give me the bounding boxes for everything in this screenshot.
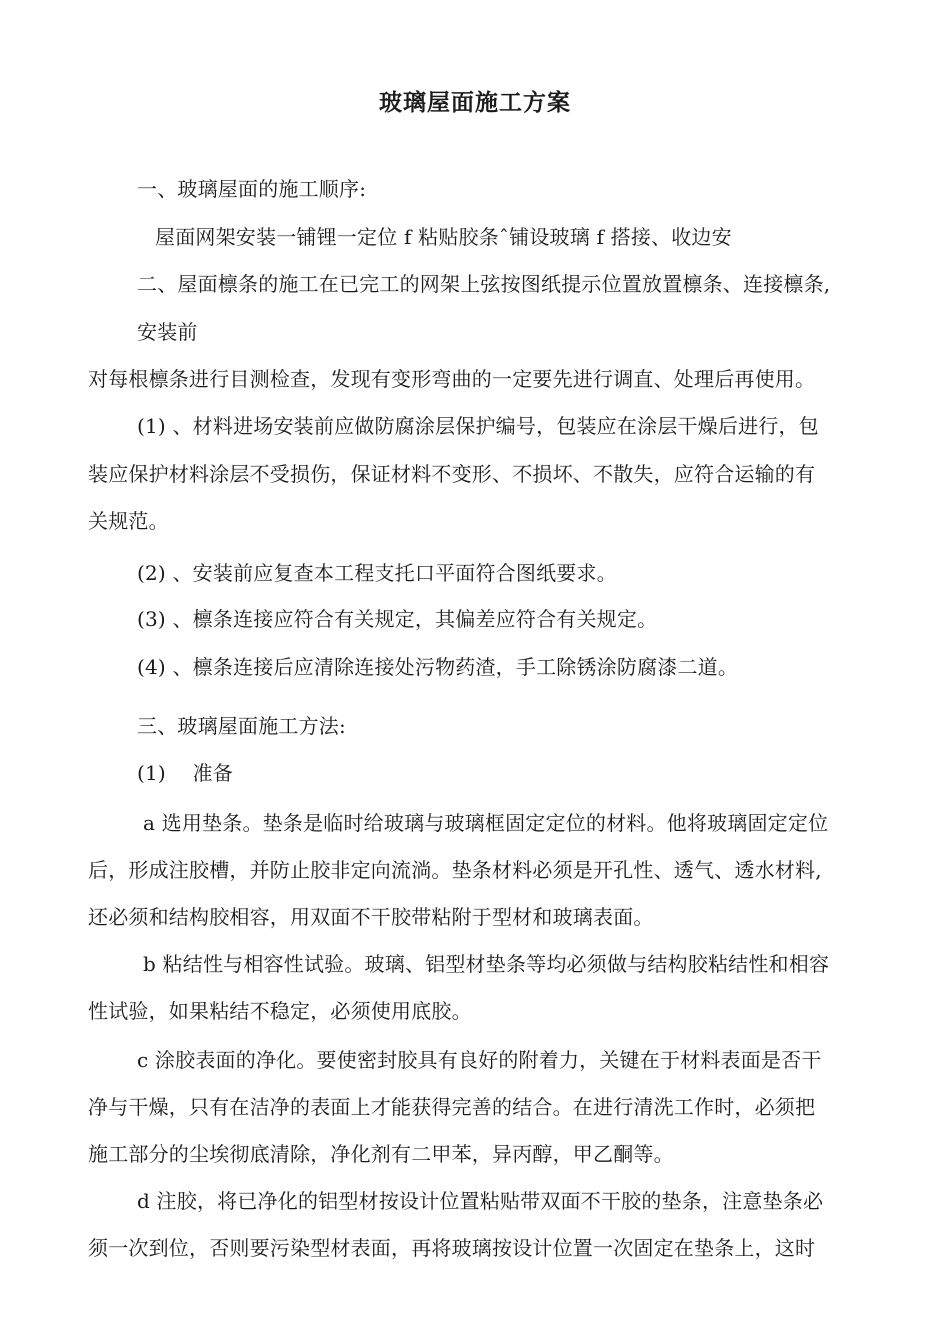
paragraph-a-line: 还必须和结构胶相容，用双面不干胶带粘附于型材和玻璃表面。 <box>88 905 654 929</box>
paragraph-a-line: a 选用垫条。垫条是临时给玻璃与玻璃框固定定位的材料。他将玻璃固定定位 <box>143 811 829 835</box>
paragraph-a-line: 后，形成注胶槽，并防止胶非定向流淌。垫条材料必须是开孔性、透气、透水材料, <box>88 858 822 882</box>
paragraph-c-line: 施工部分的尘埃彻底清除，净化剂有二甲苯，异丙醇，甲乙酮等。 <box>88 1142 674 1166</box>
paragraph-c-line: 净与干燥，只有在洁净的表面上才能获得完善的结合。在进行清洗工作时，必须把 <box>88 1095 816 1119</box>
paragraph-line: 安装前 <box>137 320 198 344</box>
paragraph-d-line: d 注胶，将已净化的铝型材按设计位置粘贴带双面不干胶的垫条，注意垫条必 <box>137 1189 824 1213</box>
paragraph-b-line: 性试验，如果粘结不稳定，必须使用底胶。 <box>88 999 472 1023</box>
paragraph-line: 屋面网架安装一铺锂一定位 f 粘贴胶条ˆ铺设玻璃 f 搭接、收边安 <box>155 225 732 249</box>
list-item-1: (1) 、材料进场安装前应做防腐涂层保护编号，包装应在涂层干燥后进行，包 <box>137 414 819 438</box>
paragraph-line: 关规范。 <box>88 509 169 533</box>
paragraph-line: 装应保护材料涂层不受损伤，保证材料不变形、不损坏、不散失，应符合运输的有 <box>88 462 816 486</box>
list-item-2: (2) 、安装前应复查本工程支托口平面符合图纸要求。 <box>137 561 617 585</box>
document-title: 玻璃屋面施工方案 <box>379 90 571 116</box>
subsection-heading: (1) 准备 <box>137 761 234 785</box>
list-item-3: (3) 、檩条连接应符合有关规定，其偏差应符合有关规定。 <box>137 607 658 631</box>
paragraph-b-line: b 粘结性与相容性试验。玻璃、铝型材垫条等均必须做与结构胶粘结性和相容 <box>143 952 830 976</box>
section-heading-1: 一、玻璃屋面的施工顺序: <box>137 177 367 201</box>
paragraph-line: 对每根檩条进行目测检查，发现有变形弯曲的一定要先进行调直、处理后再使用。 <box>88 367 816 391</box>
section-heading-3: 三、玻璃屋面施工方法: <box>137 714 346 738</box>
paragraph-c-line: c 涂胶表面的净化。要使密封胶具有良好的附着力，关键在于材料表面是否干 <box>137 1048 822 1072</box>
paragraph-d-line: 须一次到位，否则要污染型材表面，再将玻璃按设计位置一次固定在垫条上，这时 <box>88 1236 816 1260</box>
list-item-4: (4) 、檩条连接后应清除连接处污物药渣，手工除锈涂防腐漆二道。 <box>137 655 739 679</box>
section-heading-2: 二、屋面檩条的施工在已完工的网架上弦按图纸提示位置放置檩条、连接檩条, <box>137 272 831 296</box>
